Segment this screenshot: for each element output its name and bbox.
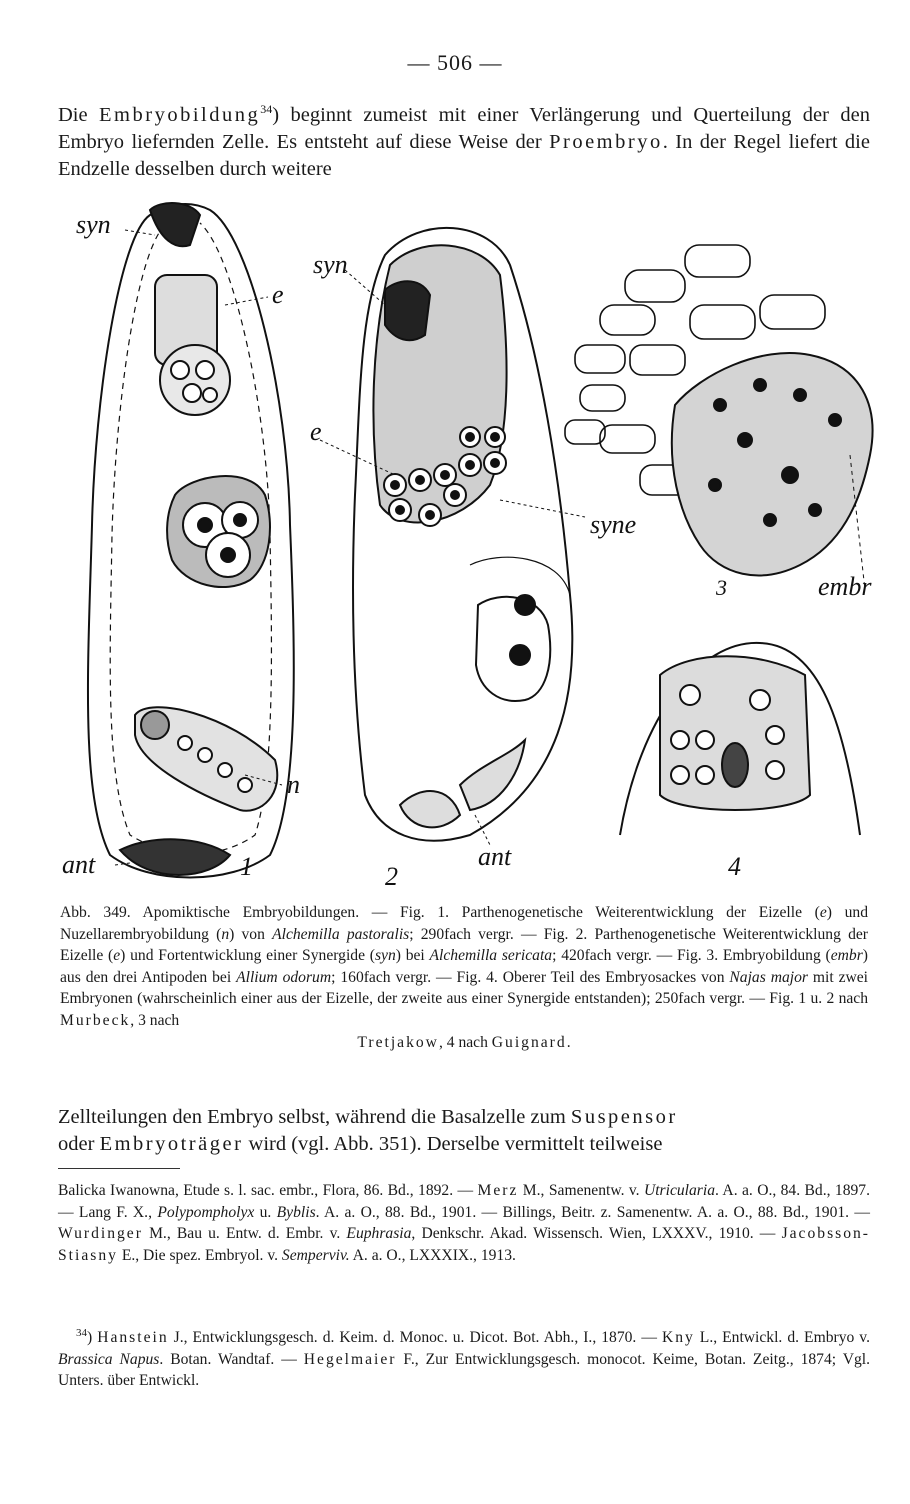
footnote-literature: Balicka Iwanowna, Etude s. l. sac. embr., Flora, 86. Bd., 1892. — Merz M., Samenentw. v. Utricularia. A. a. O., 84. Bd., 1897. — Lang F. X., Polypompholyx u. Byblis. A. a. O., 88. Bd., 1901. — Billings, Beitr. z. Samenentw. A. a. O., 88. Bd., 1901. — Wurdinger M., Bau u. Entw. d. Embr. v. Euphrasia, Denkschr. Akad. Wissensch. Wien, LXXXV., 1910. — Jacobsson-Stiasny E., Die spez. Embryol. v. Semperviv. A. a. O., LXXXIX., 1913. bbox=[58, 1182, 870, 1264]
fig4-number: 4 bbox=[728, 852, 741, 881]
figure-caption: Abb. 349. Apomiktische Embryobildungen. — Fig. 1. Parthenogenetische Weiterentwicklung der Eizelle (e) und Nuzellarembryobildung (n) von Alchemilla pastoralis; 290fach vergr. — Fig. 2. Parthenogenetische Weiterentwicklung der Eizelle (e) und Fortentwicklung einer Synergide (syn) bei Alchemilla sericata; 420fach vergr. — Fig. 3. Embryobildung (embr) aus den drei Antipoden bei Allium odorum; 160fach vergr. — Fig. 4. Oberer Teil des Embryosackes von Najas major mit zwei Embryonen (wahrscheinlich einer aus der Eizelle, der zweite aus einer Synergide entstanden); 250fach vergr. — Fig. 1 u. 2 nach Murbeck, 3 nach Tretjakow, 4 nach Guignard. bbox=[60, 904, 869, 1051]
intro-paragraph: Die Embryobildung$^{34}$) beginnt zumeist mit einer Verlängerung und Querteilung der den Embryo liefernden Zelle. Es entsteht auf diese Weise der Proembryo. In der Regel liefert die Endzelle desselben durch weitere bbox=[58, 102, 870, 180]
fig2-syn-label: syn bbox=[313, 250, 348, 279]
page-number: — 506 — bbox=[407, 50, 503, 75]
fig2-antipodes bbox=[400, 740, 525, 827]
fig3-embr-label: embr bbox=[818, 572, 872, 601]
footnote-ref: 34 bbox=[260, 102, 273, 116]
fig1-n-label: n bbox=[287, 770, 300, 799]
fig1-apical-cell bbox=[160, 345, 230, 415]
footnote-34: $^{34}$) Hanstein J., Entwicklungsgesch. d. Keim. d. Monoc. u. Dicot. Bot. Abh., I., 1870. — Kny L., Entwickl. d. Embryo v. Brassica Napus. Botan. Wandtaf. — Hegelmaier F., Zur Entwicklungsgesch. monocot. Keime, Botan. Zeitg., 1874; Vgl. Unters. über Entwickl. bbox=[58, 1327, 871, 1390]
footnote-divider bbox=[58, 1168, 180, 1169]
continuation-paragraph: Zellteilungen den Embryo selbst, während die Basalzelle zum Suspensor oder Embryoträger wird (vgl. Abb. 351). Derselbe vermittelt teilweise bbox=[58, 1106, 678, 1155]
fig2-e-label: e bbox=[310, 417, 322, 446]
fig2-syne-label: syne bbox=[590, 510, 637, 539]
fig1-e-label: e bbox=[272, 280, 284, 309]
fig3-embryo bbox=[672, 353, 873, 575]
fig2-number: 2 bbox=[385, 862, 398, 891]
fig1-number: 1 bbox=[240, 852, 253, 881]
fig2-ant-label: ant bbox=[478, 842, 512, 871]
fig3-number: 3 bbox=[716, 575, 727, 600]
fig1-syn-label: syn bbox=[76, 210, 111, 239]
figure-illustration bbox=[0, 195, 910, 895]
figure-349 bbox=[0, 195, 910, 895]
fig1-ant-label: ant bbox=[62, 850, 96, 879]
